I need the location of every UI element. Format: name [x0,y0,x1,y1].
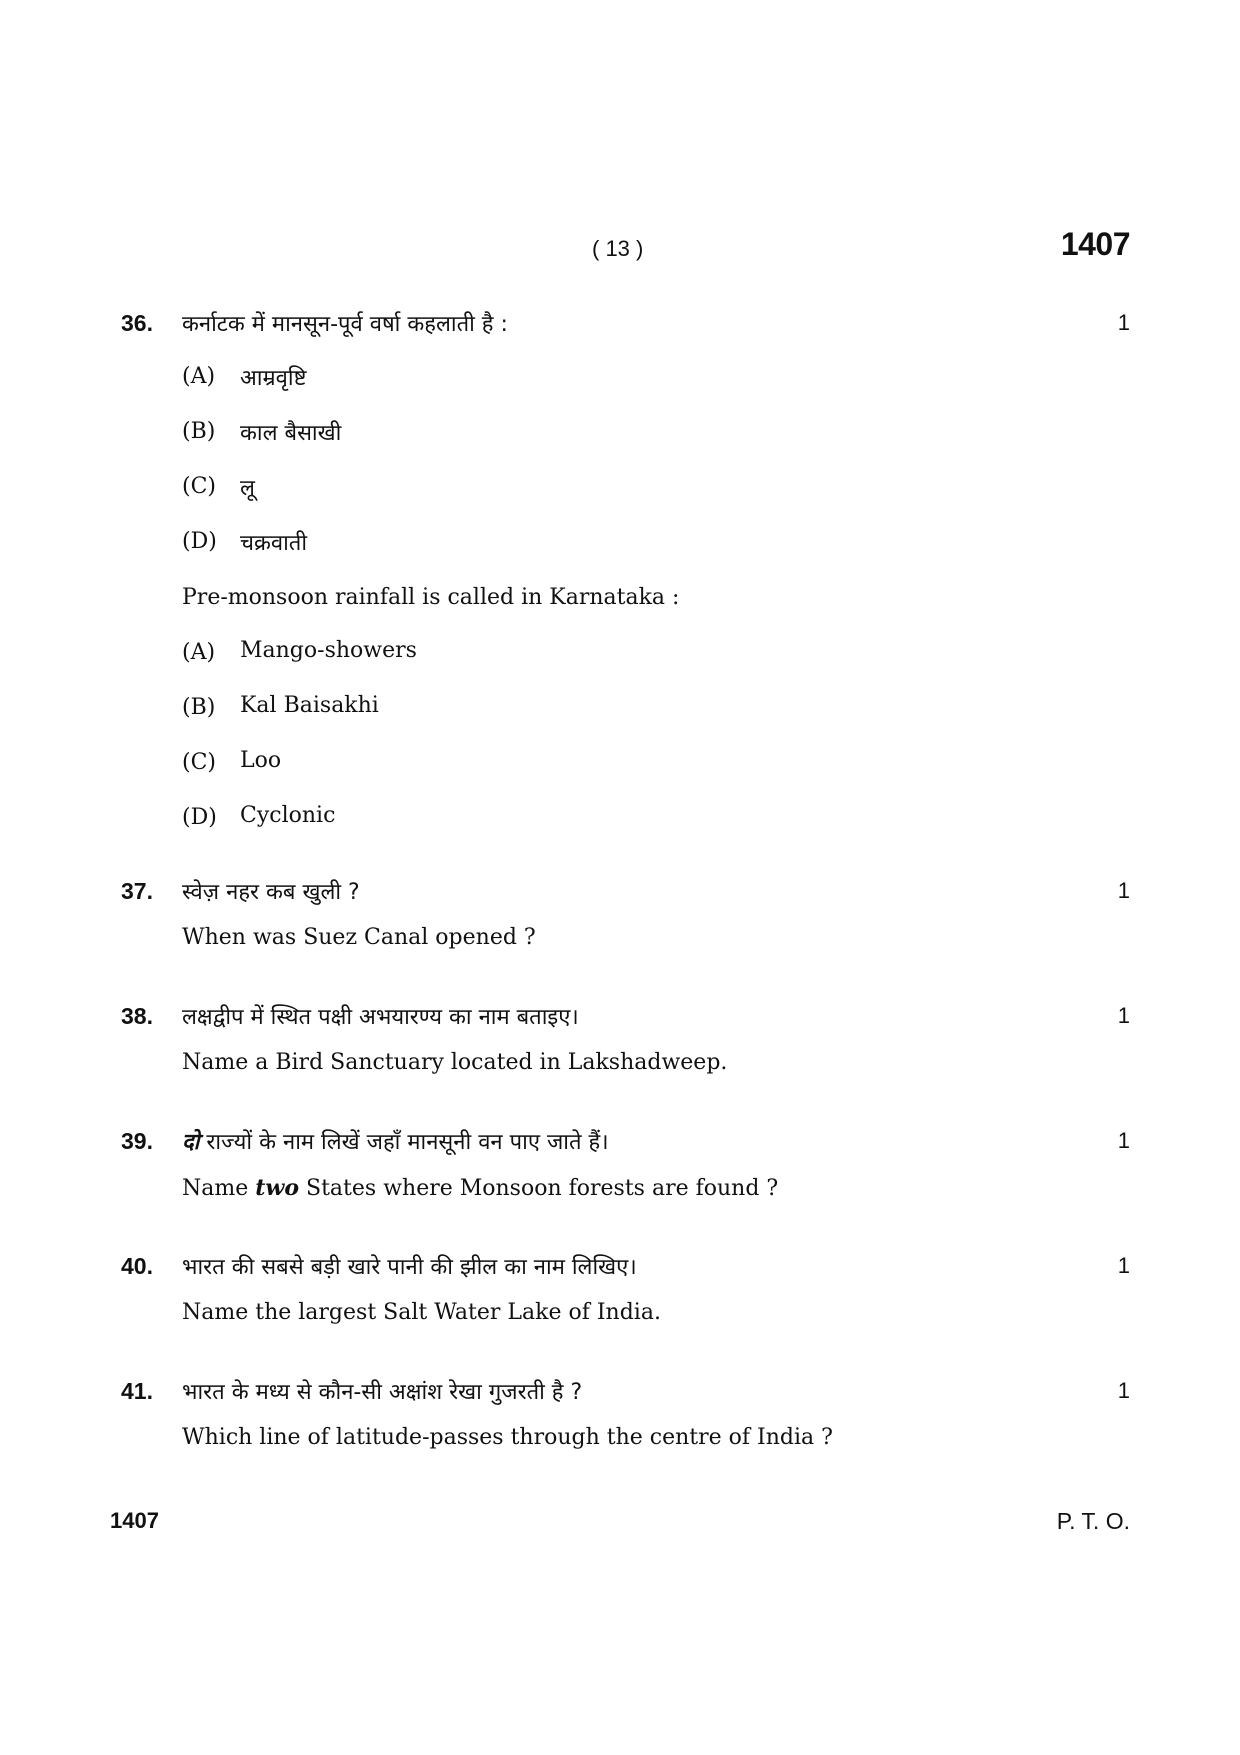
question-37 [121,872,1130,958]
question-text-english: When was Suez Canal opened ? [182,925,536,950]
question-marks: 1 [1117,1253,1130,1278]
question-text-english [182,1168,1130,1208]
question-marks: 1 [1117,310,1130,335]
question-text-english: Name a Bird Sanctuary located in Lakshadweep. [182,1050,728,1075]
question-text-hindi: स्वेज़ नहर कब खुली ? [182,880,360,905]
question-marks: 1 [1117,1128,1130,1153]
question-number: 36. [121,310,153,336]
question-number: 39. [121,1128,153,1154]
option-a-english [182,632,1130,687]
page-number: ( 13 ) [592,236,644,261]
paper-code-header: 1407 [1060,226,1130,262]
question-number: 41. [121,1378,153,1404]
emphasis-two-english: two [255,1175,300,1201]
option-text: Mango-showers [240,638,417,663]
question-marks: 1 [1117,878,1130,903]
hindi-options [121,356,1130,576]
question-number: 40. [121,1253,153,1279]
option-label: (D) [182,805,217,830]
option-label: (C) [182,474,216,499]
question-36 [121,304,1130,852]
option-label: (C) [182,750,216,775]
question-text-hindi: लक्षद्वीप में स्थित पक्षी अभयारण्य का नाम बताइए। [182,1005,579,1030]
option-d-hindi [182,521,1130,576]
question-text-english: Pre-monsoon rainfall is called in Karnataka : [182,585,680,610]
question-text-hindi: भारत के मध्य से कौन-सी अक्षांश रेखा गुजरती है ? [182,1380,583,1405]
question-41 [121,1372,1130,1458]
question-text-english: Which line of latitude-passes through the centre of India ? [182,1425,833,1450]
english-options [121,632,1130,852]
question-text-english: Name the largest Salt Water Lake of India. [182,1300,661,1325]
question-text-hindi-rest: राज्यों के नाम लिखें जहाँ मानसूनी वन पाए जाते हैं। [199,1130,609,1155]
option-label: (B) [182,695,216,720]
english-pre: Name [182,1176,256,1201]
question-marks: 1 [1117,1003,1130,1028]
option-text: काल बैसाखी [240,421,342,446]
option-c-english [182,742,1130,797]
option-text: चक्रवाती [240,531,308,556]
option-label: (D) [182,529,217,554]
option-label: (B) [182,419,216,444]
option-text: Loo [240,748,282,773]
question-38 [121,997,1130,1083]
option-b-hindi [182,411,1130,466]
option-c-hindi [182,466,1130,521]
option-d-english [182,797,1130,852]
option-b-english [182,687,1130,742]
option-text: आम्रवृष्टि [240,366,307,391]
question-text-hindi: भारत की सबसे बड़ी खारे पानी की झील का नाम लिखिए। [182,1255,637,1280]
emphasis-two-hindi: दो [182,1130,200,1155]
please-turn-over: P. T. O. [1056,1508,1130,1534]
question-40 [121,1247,1130,1333]
option-label: (A) [182,640,216,665]
question-number: 37. [121,878,153,904]
paper-code-footer: 1407 [110,1508,159,1533]
question-number: 38. [121,1003,153,1029]
option-text: Kal Baisakhi [240,693,379,718]
question-marks: 1 [1117,1378,1130,1403]
question-39 [121,1122,1130,1208]
english-post: States where Monsoon forests are found ? [299,1176,779,1201]
option-a-hindi [182,356,1130,411]
option-text: Cyclonic [240,803,336,828]
option-label: (A) [182,364,216,389]
option-text: लू [240,476,255,501]
question-text-hindi [182,1126,609,1156]
question-text-hindi: कर्नाटक में मानसून-पूर्व वर्षा कहलाती है : [182,312,508,337]
